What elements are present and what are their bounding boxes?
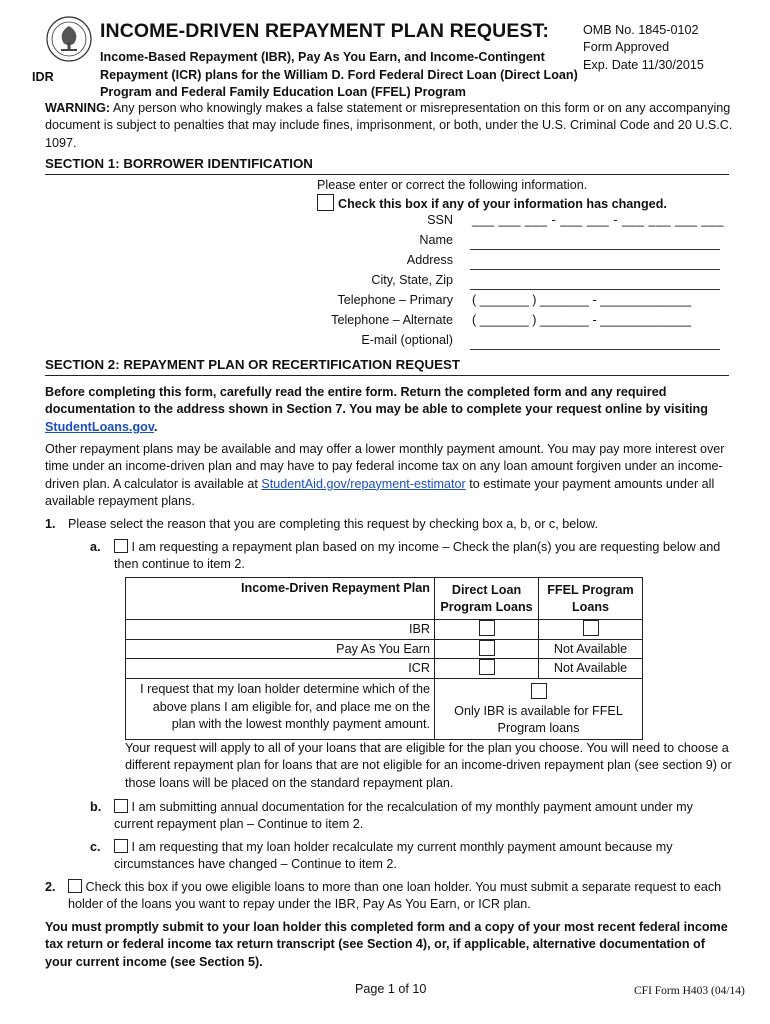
studentloans-link[interactable]: StudentLoans.gov bbox=[45, 419, 154, 434]
section1-heading: SECTION 1: BORROWER IDENTIFICATION bbox=[45, 156, 313, 171]
form-code: IDR bbox=[32, 70, 54, 84]
phone-alternate-label: Telephone – Alternate bbox=[331, 313, 453, 327]
section2-intro-text: Before completing this form, carefully read the entire form. Return the completed form and any required documentation to the address shown in Section 7. You may be able to complete your request online by visiting bbox=[45, 385, 708, 417]
ssn-input[interactable]: ___ ___ ___ - ___ ___ - ___ ___ ___ ___ bbox=[472, 213, 724, 227]
table-row bbox=[126, 620, 643, 640]
info-changed-checkbox[interactable] bbox=[317, 194, 334, 211]
ffel-ibr-cell bbox=[539, 620, 643, 640]
item2-text: Check this box if you owe eligible loans to more than one loan holder. You must submit a separate request to each holder of the loans you want to repay under the IBR, Pay As You Earn, or ICR plan. bbox=[68, 880, 722, 912]
phone-primary-input[interactable]: ( _______ ) _______ - _____________ bbox=[472, 293, 692, 307]
plan-paye-label: Pay As You Earn bbox=[126, 639, 435, 659]
section1-rule bbox=[45, 174, 729, 175]
plan-ibr-label: IBR bbox=[126, 620, 435, 640]
table-row bbox=[126, 659, 643, 679]
ffel-note: Only IBR is available for FFEL Program loans bbox=[454, 703, 623, 735]
item-c-letter: c. bbox=[90, 840, 101, 854]
omb-number: OMB No. 1845-0102 bbox=[583, 23, 699, 37]
lowest-payment-text: I request that my loan holder determine which of the above plans I am eligible for, and place me on the plan with the lowest monthly payment amount. bbox=[126, 679, 435, 740]
item-c-text: I am requesting that my loan holder recalculate my current monthly payment amount because my circumstances have changed – Continue to item 2. bbox=[114, 840, 673, 872]
ssn-label: SSN bbox=[427, 213, 453, 227]
form-subtitle: Income-Based Repayment (IBR), Pay As You Earn, and Income-Contingent Repayment (ICR) plans for the William D. Ford Federal Direct Loan (Direct Loan) Program and Federal Family Education Loan (FFEL) Program bbox=[100, 50, 578, 100]
direct-icr-cell bbox=[435, 659, 539, 679]
item-b-checkbox[interactable] bbox=[114, 799, 128, 813]
expiration-date: Exp. Date 11/30/2015 bbox=[583, 57, 704, 72]
plan-icr-label: ICR bbox=[126, 659, 435, 679]
department-seal-icon bbox=[46, 16, 92, 62]
table-row bbox=[126, 639, 643, 659]
table-note: Your request will apply to all of your loans that are eligible for the plan you choose. You will need to choose a different repayment plan for loans that are not eligible for an income-driven repayment plan (see section 9) or those loans will be placed on the standard repayment plan. bbox=[125, 741, 732, 790]
info-changed-label: Check this box if any of your information has changed. bbox=[338, 197, 667, 211]
item-c-checkbox[interactable] bbox=[114, 839, 128, 853]
item2-row bbox=[68, 879, 728, 914]
section2-heading: SECTION 2: REPAYMENT PLAN OR RECERTIFICATION REQUEST bbox=[45, 357, 460, 372]
lowest-payment-checkbox[interactable] bbox=[531, 683, 547, 699]
item1-text: Please select the reason that you are completing this request by checking box a, b, or c, below. bbox=[68, 517, 598, 531]
name-label: Name bbox=[419, 233, 453, 247]
section2-intro: Before completing this form, carefully read the entire form. Return the completed form and any required documentation to the address shown in Section 7. You may be able to complete your request online by visiting StudentLoans.gov. bbox=[45, 385, 708, 434]
direct-ibr-checkbox[interactable] bbox=[479, 620, 495, 636]
page-number: Page 1 of 10 bbox=[355, 982, 427, 996]
col-direct-header: Direct Loan Program Loans bbox=[435, 578, 539, 620]
direct-paye-checkbox[interactable] bbox=[479, 640, 495, 656]
city-state-zip-label: City, State, Zip bbox=[371, 273, 453, 287]
warning-text: Any person who knowingly makes a false statement or misrepresentation on this form or on any accompanying document is subject to penalties that may include fines, imprisonment, or both, under the U.S. Criminal Code and 20 U.S.C. 1097. bbox=[45, 101, 733, 150]
item-a-row bbox=[114, 539, 734, 574]
city-state-zip-input[interactable] bbox=[470, 289, 720, 290]
other-plans-text-1: Other repayment plans may be available and may offer a lower monthly payment amount. You may pay more interest over time under an income-driven plan and may have to pay federal income tax on any loan amount forgiven under an income-driven plan. A calculator is available at bbox=[45, 442, 725, 491]
table-row bbox=[126, 679, 643, 740]
item-b-letter: b. bbox=[90, 800, 102, 814]
item-a-text: I am requesting a repayment plan based on my income – Check the plan(s) you are requesting below and then continue to item 2. bbox=[114, 540, 721, 572]
address-label: Address bbox=[406, 253, 453, 267]
email-input[interactable] bbox=[470, 349, 720, 350]
direct-ibr-cell bbox=[435, 620, 539, 640]
item-a-checkbox[interactable] bbox=[114, 539, 128, 553]
item2-number: 2. bbox=[45, 880, 56, 894]
repayment-estimator-link[interactable]: StudentAid.gov/repayment-estimator bbox=[261, 476, 466, 491]
ffel-ibr-checkbox[interactable] bbox=[583, 620, 599, 636]
other-plans-text-2: to estimate your payment amounts under all available repayment plans. bbox=[45, 476, 715, 509]
direct-icr-checkbox[interactable] bbox=[479, 659, 495, 675]
ffel-icr-na: Not Available bbox=[539, 659, 643, 679]
col-ffel-header: FFEL Program Loans bbox=[539, 578, 643, 620]
ffel-paye-na: Not Available bbox=[539, 639, 643, 659]
item-b-row bbox=[114, 799, 729, 834]
email-label: E-mail (optional) bbox=[361, 333, 453, 347]
address-input[interactable] bbox=[470, 269, 720, 270]
form-approved: Form Approved bbox=[583, 40, 670, 55]
omb-block bbox=[583, 22, 704, 74]
item1-number: 1. bbox=[45, 517, 56, 531]
phone-primary-label: Telephone – Primary bbox=[337, 293, 453, 307]
section1-instruction: Please enter or correct the following information. bbox=[317, 178, 588, 192]
direct-paye-cell bbox=[435, 639, 539, 659]
lowest-payment-cell bbox=[435, 679, 643, 740]
info-changed-row bbox=[317, 194, 667, 213]
name-input[interactable] bbox=[470, 249, 720, 250]
item-c-row bbox=[114, 839, 729, 874]
form-title: INCOME-DRIVEN REPAYMENT PLAN REQUEST: bbox=[100, 20, 549, 42]
section2-rule bbox=[45, 375, 729, 376]
other-plans-paragraph bbox=[45, 441, 735, 511]
table-header-row bbox=[126, 578, 643, 620]
repayment-plan-table bbox=[125, 577, 643, 740]
closing-paragraph: You must promptly submit to your loan holder this completed form and a copy of your most recent federal income tax return or federal income tax return transcript (see Section 4), or, if applicable, alternative documentation of your current income (see Section 5). bbox=[45, 920, 728, 969]
item2-checkbox[interactable] bbox=[68, 879, 82, 893]
col-plan-header: Income-Driven Repayment Plan bbox=[126, 578, 435, 620]
warning-paragraph bbox=[45, 100, 735, 152]
item-b-text: I am submitting annual documentation for the recalculation of my monthly payment amount under my current repayment plan – Continue to item 2. bbox=[114, 800, 693, 832]
item-a-letter: a. bbox=[90, 540, 101, 554]
phone-alternate-input[interactable]: ( _______ ) _______ - _____________ bbox=[472, 313, 692, 327]
form-id: CFI Form H403 (04/14) bbox=[634, 985, 745, 997]
warning-label: WARNING: bbox=[45, 101, 111, 115]
